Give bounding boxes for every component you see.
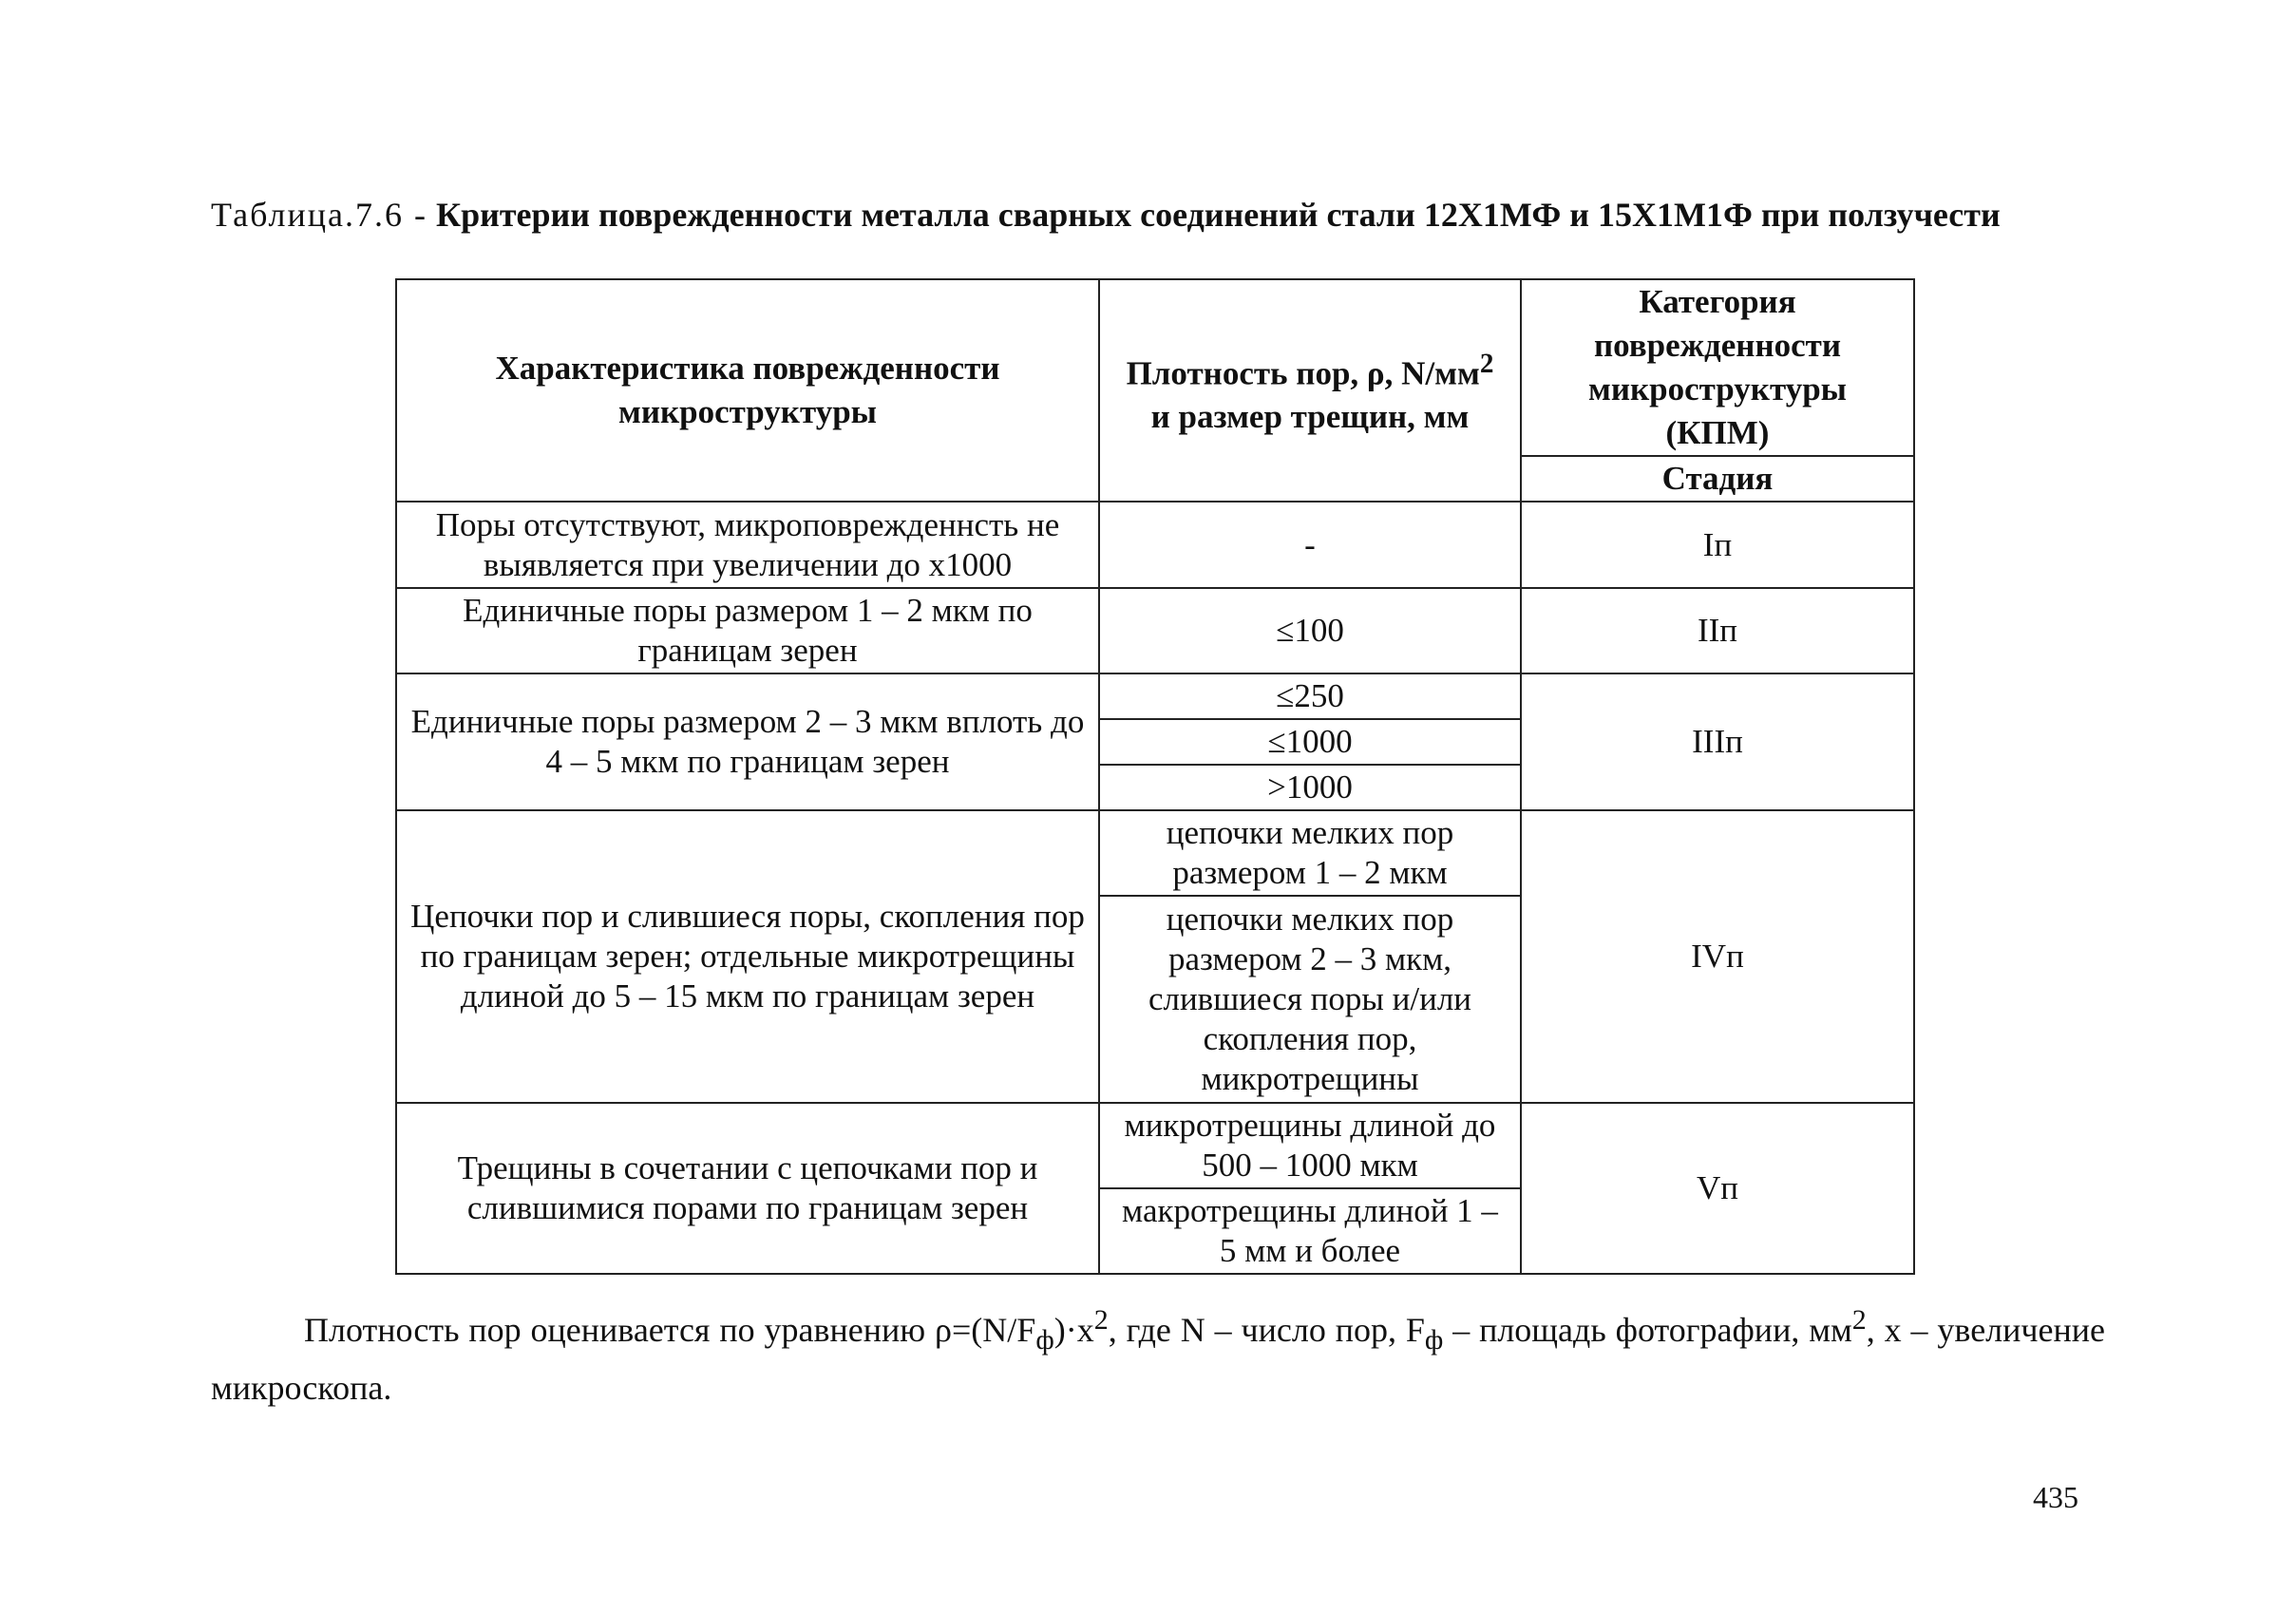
density-formula-note [211,1297,2105,1412]
note-text-2: )·x [1053,1311,1094,1349]
row-3-density-2: ≤1000 [1099,719,1521,765]
table-caption-label: Таблица.7.6 - [211,196,427,234]
row-2-stage: IIп [1521,588,1914,673]
row-4-stage: IVп [1521,810,1914,1103]
note-sub-2: ф [1424,1324,1444,1356]
header-characteristic: Характеристика поврежденности микроструктуры [396,279,1099,502]
row-4-density-1: цепочки мелких пор размером 1 – 2 мкм [1099,810,1521,896]
row-1-characteristic: Поры отсутствуют, микроповрежденнсть не выявляется при увеличении до x1000 [396,502,1099,588]
row-3-density-1: ≤250 [1099,673,1521,719]
table-caption [211,192,2016,237]
header-density-post: и размер трещин, мм [1150,398,1470,436]
header-density-pre: Плотность пор, ρ, N/мм [1126,354,1480,392]
row-5-stage: Vп [1521,1103,1914,1274]
note-sup-1: 2 [1093,1304,1109,1336]
row-2-density: ≤100 [1099,588,1521,673]
row-1-stage: Iп [1521,502,1914,588]
note-sup-2: 2 [1851,1304,1867,1336]
header-stage: Стадия [1521,456,1914,502]
row-4-characteristic: Цепочки пор и слившиеся поры, скопления пор по границам зерен; отдельные микротрещины длиной до 5 – 15 мкм по границам зерен [396,810,1099,1103]
damage-criteria-table [395,278,1915,1275]
row-5-characteristic: Трещины в сочетании с цепочками пор и слившимися порами по границам зерен [396,1103,1099,1274]
row-5-density-1: микротрещины длиной до 500 – 1000 мкм [1099,1103,1521,1188]
header-density-sup: 2 [1479,348,1494,379]
header-density [1099,279,1521,502]
row-5-density-2: макротрещины длиной 1 – 5 мм и более [1099,1188,1521,1274]
row-1-density: - [1099,502,1521,588]
note-text-4: – площадь фотографии, мм [1443,1311,1852,1349]
row-4-density-2: цепочки мелких пор размером 2 – 3 мкм, слившиеся поры и/или скопления пор, микротрещины [1099,896,1521,1103]
table-row [396,810,1914,896]
row-3-stage: IIIп [1521,673,1914,810]
note-text-3: , где N – число пор, F [1108,1311,1425,1349]
note-text-1: Плотность пор оценивается по уравнению ρ=(N/F [304,1311,1036,1349]
row-3-characteristic: Единичные поры размером 2 – 3 мкм вплоть до 4 – 5 мкм по границам зерен [396,673,1099,810]
row-2-characteristic: Единичные поры размером 1 – 2 мкм по границам зерен [396,588,1099,673]
table-row [396,1103,1914,1188]
note-sub-1: ф [1035,1324,1054,1356]
table-row [396,502,1914,588]
table-caption-title: Критерии поврежденности металла сварных соединений стали 12Х1МФ и 15Х1М1Ф при ползучести [435,196,2001,234]
table-row [396,588,1914,673]
row-3-density-3: >1000 [1099,765,1521,810]
page-number: 435 [2033,1480,2078,1514]
header-category: Категория поврежденности микроструктуры (КПМ) [1521,279,1914,456]
note-text-5: , x – увеличение микроскопа. [211,1311,2105,1408]
table-row [396,673,1914,719]
